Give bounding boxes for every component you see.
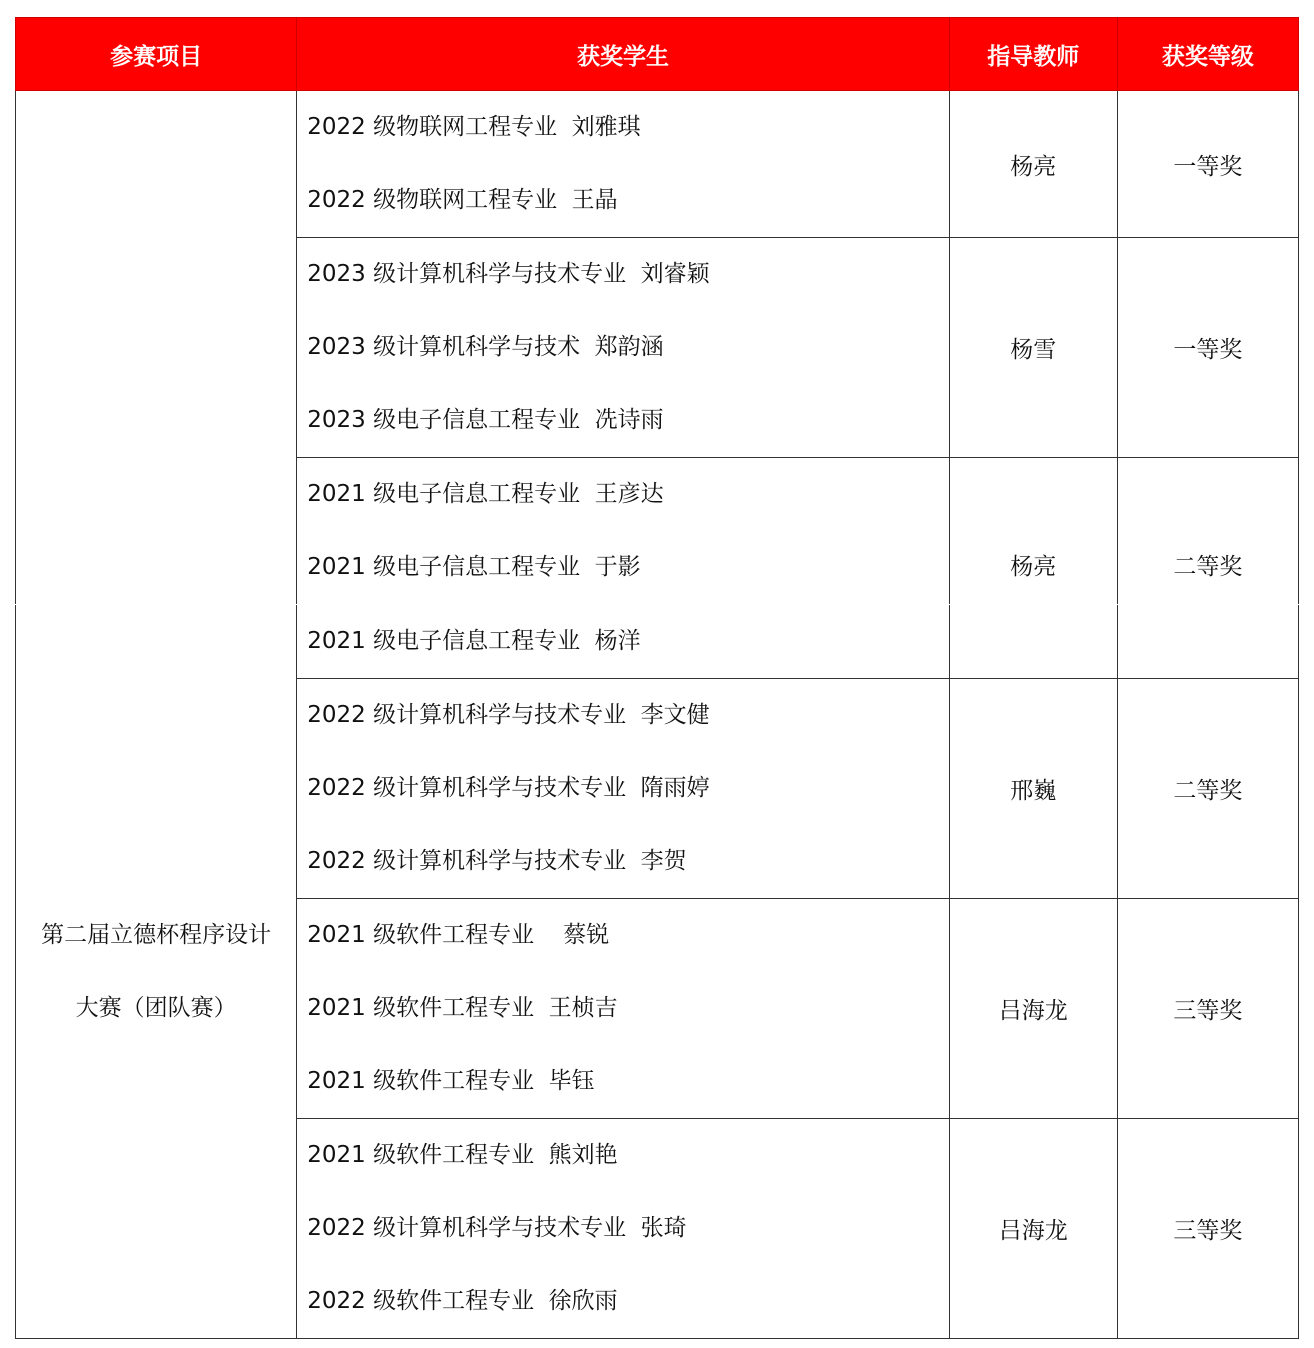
header-students: 获奖学生: [297, 18, 950, 91]
award-table-part-1: [15, 17, 1299, 604]
student-entry: 2022 级计算机科学与技术专业 隋雨婷: [307, 775, 710, 801]
student-entry: 2021 级软件工程专业 王桢吉: [307, 995, 618, 1021]
project-cell-top: [16, 91, 297, 605]
teacher-cell: 杨雪: [949, 238, 1117, 458]
award-table-continued: [15, 605, 1299, 1339]
table-row: [16, 605, 1299, 679]
teacher-name: 杨亮: [1010, 554, 1057, 580]
award-table-part-2: [15, 605, 1299, 1339]
level-cell: 三等奖: [1117, 899, 1298, 1119]
teacher-cell: 邢巍: [949, 679, 1117, 899]
student-entry: 2022 级物联网工程专业 刘雅琪: [307, 114, 641, 140]
level-cell: [1117, 458, 1298, 605]
student-entry: 2022 级计算机科学与技术专业 李文健: [307, 702, 710, 728]
students-cell: [297, 238, 950, 458]
student-entry: 2021 级电子信息工程专业 王彦达: [307, 481, 664, 507]
table-row: [16, 91, 1299, 238]
header-teacher: 指导教师: [949, 18, 1117, 91]
teacher-cell: 吕海龙: [949, 899, 1117, 1119]
student-entry: 2021 级电子信息工程专业 于影: [307, 554, 641, 580]
student-entry: 2022 级物联网工程专业 王晶: [307, 187, 618, 213]
award-table: [15, 17, 1299, 604]
level-cell-continued: [1117, 605, 1298, 679]
students-cell: [297, 458, 950, 605]
level-cell: 二等奖: [1117, 679, 1298, 899]
students-cell: [297, 605, 950, 679]
student-entry: 2021 级电子信息工程专业 杨洋: [307, 628, 641, 654]
student-entry: 2023 级计算机科学与技术专业 刘睿颖: [307, 261, 710, 287]
student-entry: 2022 级计算机科学与技术专业 李贺: [307, 848, 687, 874]
teacher-cell: 杨亮: [949, 91, 1117, 238]
student-entry: 2023 级电子信息工程专业 冼诗雨: [307, 407, 664, 433]
project-name-line-1: 第二届立德杯程序设计: [41, 921, 272, 948]
level-cell: 三等奖: [1117, 1119, 1298, 1339]
student-entry: 2021 级软件工程专业 毕钰: [307, 1068, 595, 1094]
students-cell: [297, 679, 950, 899]
student-entry: 2022 级软件工程专业 徐欣雨: [307, 1288, 618, 1314]
level-value: 二等奖: [1173, 554, 1243, 580]
project-name-line-2: 大赛（团队赛）: [75, 994, 237, 1021]
students-cell: [297, 899, 950, 1119]
level-cell: 一等奖: [1117, 91, 1298, 238]
student-entry: 2023 级计算机科学与技术 郑韵涵: [307, 334, 664, 360]
project-cell: [16, 605, 297, 1339]
header-project: 参赛项目: [16, 18, 297, 91]
students-cell: [297, 91, 950, 238]
table-header-row: [16, 18, 1299, 91]
level-cell: 一等奖: [1117, 238, 1298, 458]
header-level: 获奖等级: [1117, 18, 1298, 91]
student-entry: 2021 级软件工程专业 熊刘艳: [307, 1142, 618, 1168]
student-entry: 2021 级软件工程专业 蔡锐: [307, 922, 610, 948]
students-cell: [297, 1119, 950, 1339]
student-entry: 2022 级计算机科学与技术专业 张琦: [307, 1215, 687, 1241]
teacher-cell: 吕海龙: [949, 1119, 1117, 1339]
teacher-cell: [949, 458, 1117, 605]
teacher-cell-continued: [949, 605, 1117, 679]
